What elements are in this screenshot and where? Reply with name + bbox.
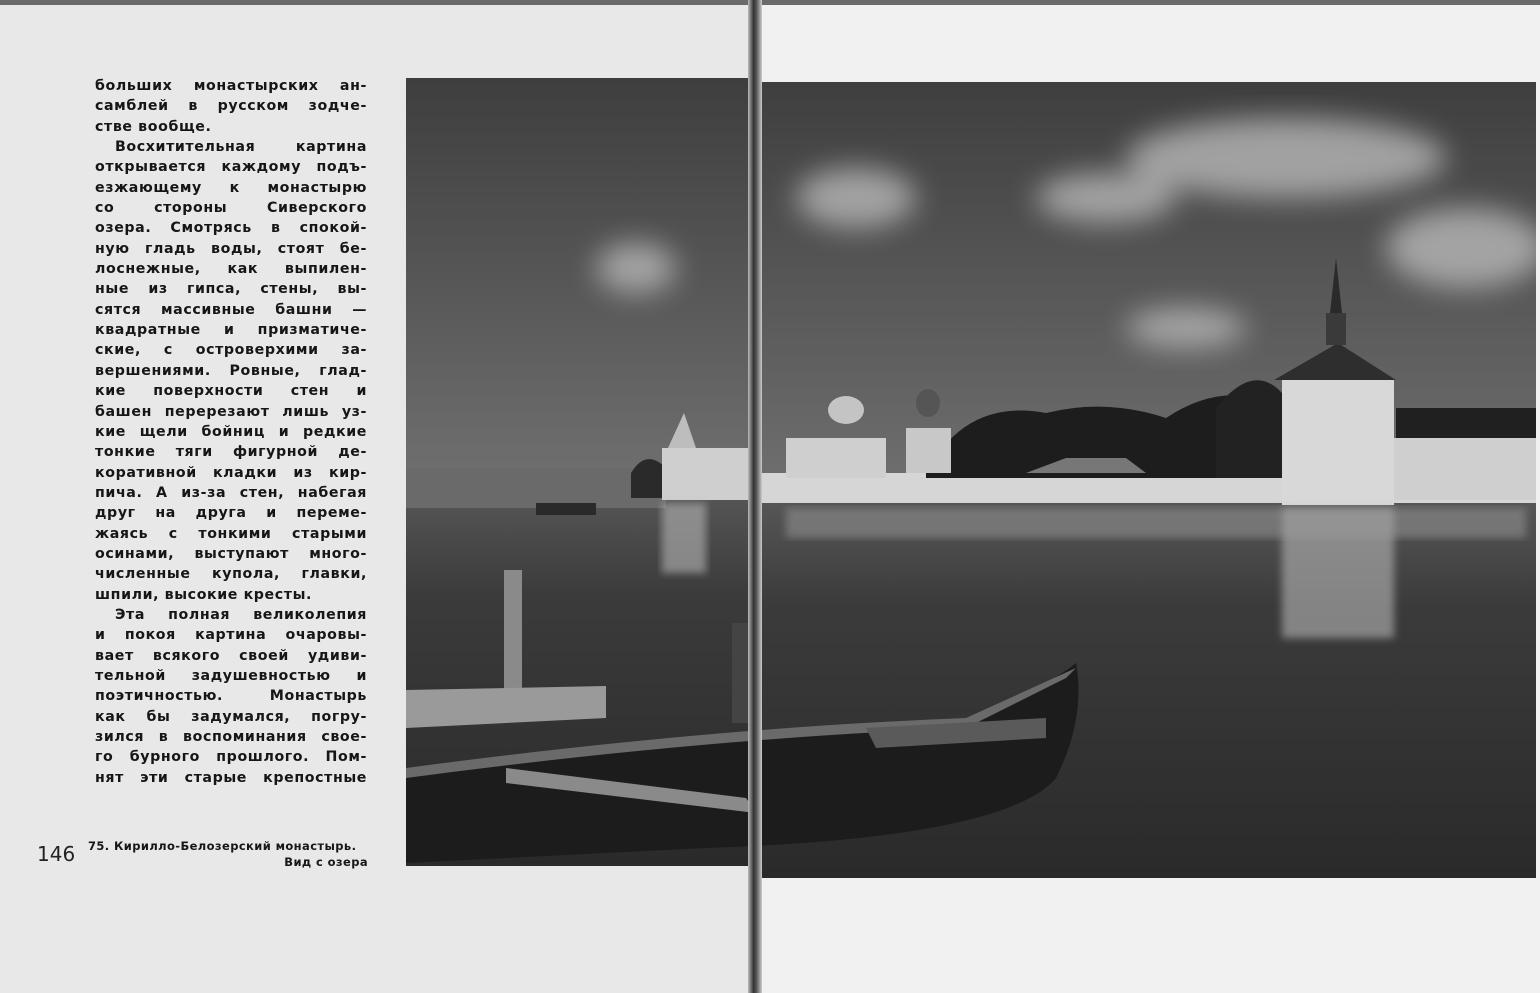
text-line: поэтичностью. Монастырь — [95, 688, 367, 705]
text-line: со стороны Сиверского — [95, 200, 367, 217]
text-line: стве вообще. — [95, 118, 212, 135]
text-line: коративной кладки из кир- — [95, 464, 367, 481]
text-line: тельной задушевностью и — [95, 667, 367, 684]
small-boat — [536, 503, 596, 515]
text-line: больших монастырских ан- — [95, 78, 367, 94]
text-line: башен перерезают лишь уз- — [95, 403, 367, 420]
text-line: тонкие тяги фигурной де- — [95, 444, 367, 461]
text-line: вает всякого своей удиви- — [95, 647, 367, 664]
reflection — [662, 503, 706, 573]
text-line: квадратные и призматиче- — [95, 322, 367, 339]
caption-title: 75. Кирилло-Белозерский монастырь. — [88, 839, 357, 853]
monastery-lake-photo — [406, 78, 1536, 878]
mooring-post — [504, 570, 522, 690]
book-spine-fold — [748, 0, 762, 993]
page-number: 146 — [37, 842, 76, 866]
text-line: лоснежные, как выпилен- — [95, 261, 367, 278]
text-line: шпили, высокие кресты. — [95, 586, 313, 603]
text-line: ную гладь воды, стоят бе- — [95, 240, 367, 257]
text-line: Эта полная великолепия — [115, 606, 367, 623]
corner-tower-left — [662, 448, 752, 500]
text-line: открывается каждому подъ- — [95, 159, 367, 176]
text-line: и покоя картина очаровы- — [95, 627, 367, 644]
text-line: зился в воспоминания свое- — [95, 729, 367, 745]
text-line: ные из гипса, стены, вы- — [95, 281, 367, 298]
text-line: осинами, выступают много- — [95, 545, 367, 562]
text-line: друг на друга и переме- — [95, 505, 367, 522]
photo-caption — [88, 838, 368, 870]
text-line: пича. А из-за стен, набегая — [95, 484, 367, 501]
body-text-column — [95, 76, 367, 788]
text-line: вершениями. Ровные, глад- — [95, 362, 367, 379]
text-line: ские, с островерхими за- — [95, 342, 367, 359]
caption-subtitle: Вид с озера — [284, 855, 368, 869]
text-line: кие щели бойниц и редкие — [95, 423, 367, 440]
text-line: сятся массивные башни — — [95, 301, 367, 318]
text-line: жаясь с тонкими старыми — [95, 525, 367, 542]
text-line: го бурного прошлого. Пом- — [95, 749, 367, 766]
text-line: нят эти старые крепостные — [95, 769, 367, 786]
text-line: численные купола, главки, — [95, 566, 367, 583]
far-shore — [406, 468, 666, 508]
round-tower — [1282, 380, 1394, 505]
text-line: Восхитительная картина — [115, 139, 367, 156]
cathedral — [786, 438, 886, 478]
text-line: как бы задумался, погру- — [95, 708, 367, 725]
text-line: езжающему к монастырю — [95, 179, 367, 196]
text-line: кие поверхности стен и — [95, 383, 367, 400]
text-line: озера. Смотрясь в спокой- — [95, 220, 367, 237]
text-line: самблей в русском зодче- — [95, 98, 367, 115]
